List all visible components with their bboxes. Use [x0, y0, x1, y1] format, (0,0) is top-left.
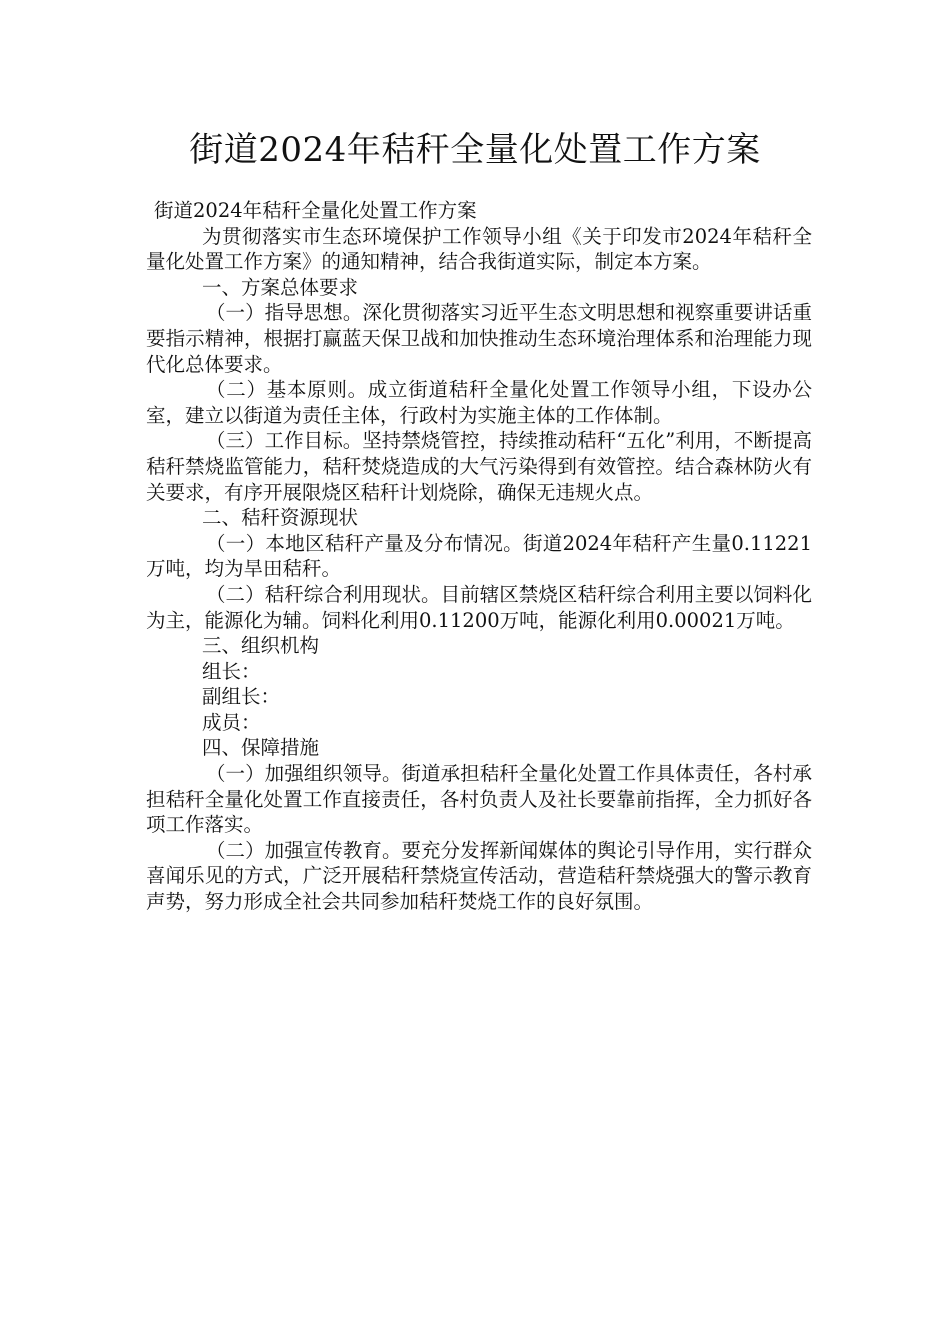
section-heading-4: 四、保障措施	[202, 736, 320, 760]
section-heading-1: 一、方案总体要求	[202, 275, 359, 299]
paragraph-work-goals: （三）工作目标。坚持禁烧管控，持续推动秸秆“五化”利用，不断提高秸秆禁烧监管能力，秸秆焚烧造成的大气污染得到有效管控。结合森林防火有关要求，有序开展限烧区秸秆计划烧除，确保无违规火点。	[146, 429, 812, 504]
intro-paragraph: 为贯彻落实市生态环境保护工作领导小组《关于印发市2024年秸秆全量化处置工作方案》的通知精神，结合我街道实际，制定本方案。	[146, 224, 812, 274]
paragraph-organizational-leadership: （一）加强组织领导。街道承担秸秆全量化处置工作具体责任，各村承担秸秆全量化处置工作直接责任，各村负责人及社长要靠前指挥，全力抓好各项工作落实。	[146, 762, 812, 837]
document-subtitle: 街道2024年秸秆全量化处置工作方案	[154, 199, 477, 222]
document-body	[146, 198, 812, 915]
members-line: 成员：	[202, 710, 261, 734]
deputy-leader-line: 副组长：	[202, 685, 281, 709]
document-title: 街道2024年秸秆全量化处置工作方案	[189, 130, 761, 170]
section-heading-3: 三、组织机构	[202, 634, 320, 658]
paragraph-utilization-status: （二）秸秆综合利用现状。目前辖区禁烧区秸秆综合利用主要以饲料化为主，能源化为辅。饲料化利用0.11200万吨，能源化利用0.00021万吨。	[146, 582, 812, 632]
section-heading-2: 二、秸秆资源现状	[202, 506, 359, 530]
paragraph-basic-principles: （二）基本原则。成立街道秸秆全量化处置工作领导小组，下设办公室，建立以街道为责任主体，行政村为实施主体的工作体制。	[146, 378, 812, 427]
paragraph-straw-output: （一）本地区秸秆产量及分布情况。街道2024年秸秆产生量0.11221万吨，均为旱田秸秆。	[146, 531, 812, 581]
paragraph-publicity-education: （二）加强宣传教育。要充分发挥新闻媒体的舆论引导作用，实行群众喜闻乐见的方式，广泛开展秸秆禁烧宣传活动，营造秸秆禁烧强大的警示教育声势，努力形成全社会共同参加秸秆焚烧工作的良好氛围。	[146, 838, 812, 914]
team-leader-line: 组长：	[202, 659, 261, 683]
paragraph-guiding-ideology: （一）指导思想。深化贯彻落实习近平生态文明思想和视察重要讲话重要指示精神，根据打赢蓝天保卫战和加快推动生态环境治理体系和治理能力现代化总体要求。	[146, 301, 812, 376]
